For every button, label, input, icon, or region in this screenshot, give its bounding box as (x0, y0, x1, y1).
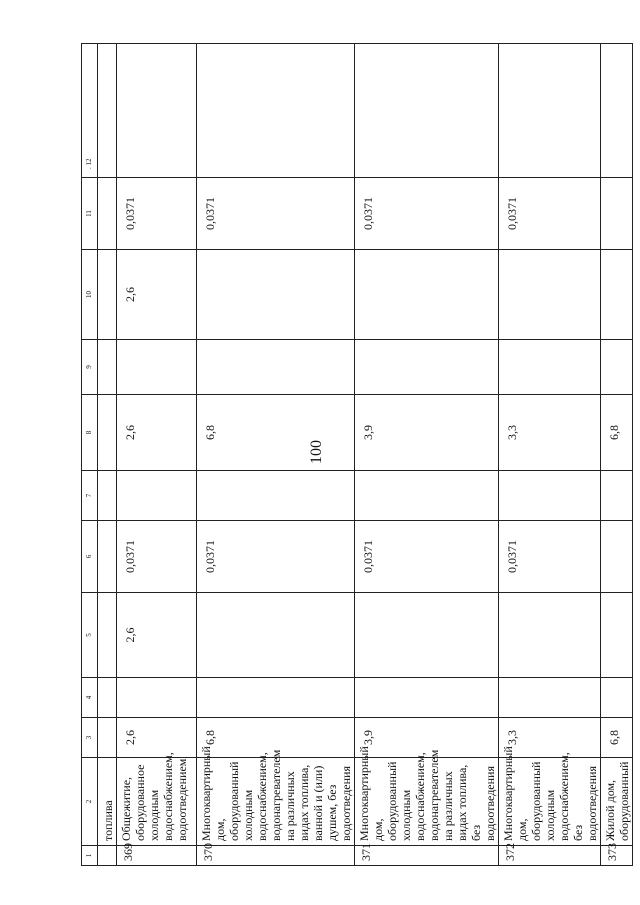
col-header: 7 (82, 471, 98, 521)
row-number: 369 (117, 846, 197, 866)
cell-value (499, 250, 601, 340)
cell-value (601, 340, 633, 395)
rotated-table-wrapper (81, 44, 631, 866)
row-number: 371 (355, 846, 499, 866)
col-header: 6 (82, 521, 98, 593)
cell-value (117, 44, 197, 178)
row-number: 370 (197, 846, 355, 866)
cell-value: 0,0371 (499, 178, 601, 250)
table-row (117, 44, 197, 866)
row-description: Многоквартирный дом, оборудованный холодным водоснабжением, водонагревателем на различных видах топлива, ванной и (или) душем, без водоотведения (197, 758, 355, 846)
cell-value: 2,6 (117, 395, 197, 471)
col-header: 9 (82, 340, 98, 395)
col-header: 8 (82, 395, 98, 471)
col-header: 11 (82, 178, 98, 250)
cell-value: 3,3 (499, 395, 601, 471)
cell-value (601, 678, 633, 718)
row-description: Многоквартирный дом, оборудованный холодным водоснабжением, водонагревателем на различных видах топлива, без водоотведения (355, 758, 499, 846)
cell-value: 3,9 (355, 395, 499, 471)
cell-value (355, 250, 499, 340)
cell-value (197, 593, 355, 678)
cell-value: 6,8 (601, 718, 633, 758)
continuation-text: топлива (98, 758, 117, 846)
cell-value (117, 678, 197, 718)
cell-value (499, 471, 601, 521)
cell-value (601, 250, 633, 340)
cell-value (355, 44, 499, 178)
row-description: Жилой дом, оборудованный (601, 758, 633, 846)
cell-value (197, 340, 355, 395)
row-description: Общежитие, оборудованное холодным водоснабжением, водоотведением (117, 758, 197, 846)
cell-value (499, 593, 601, 678)
cell-value (117, 340, 197, 395)
cell-value (499, 44, 601, 178)
row-number: 373 (601, 846, 633, 866)
cell-value (355, 340, 499, 395)
col-header: 5 (82, 593, 98, 678)
cell-value (499, 340, 601, 395)
tariff-table (81, 43, 633, 866)
cell-value (355, 678, 499, 718)
cell-value (197, 471, 355, 521)
cell-value (601, 471, 633, 521)
cell-value: 3,9 (355, 718, 499, 758)
cell-value: 6,8 (601, 395, 633, 471)
continuation-row (98, 44, 117, 866)
cell-value: 0,0371 (197, 521, 355, 593)
cell-value: 0,0371 (197, 178, 355, 250)
cell-value: 2,6 (117, 718, 197, 758)
cell-value: 2,6 (117, 250, 197, 340)
col-header: 4 (82, 678, 98, 718)
row-description: Многоквартирный дом, оборудованный холодным водоснабжением, без водоотведения (499, 758, 601, 846)
cell-value (355, 471, 499, 521)
cell-value: 2,6 (117, 593, 197, 678)
cell-value (197, 44, 355, 178)
cell-value (355, 593, 499, 678)
col-header: 2 (82, 758, 98, 846)
cell-value (601, 521, 633, 593)
table-row (197, 44, 355, 866)
cell-value (197, 678, 355, 718)
cell-value: 0,0371 (355, 521, 499, 593)
header-row (82, 44, 98, 866)
cell-value (601, 44, 633, 178)
cell-value: 3,3 (499, 718, 601, 758)
page-number: 100 (308, 440, 325, 464)
cell-value: 0,0371 (355, 178, 499, 250)
cell-value (601, 178, 633, 250)
cell-value (197, 250, 355, 340)
cell-value: 0,0371 (499, 521, 601, 593)
col-header: 3 (82, 718, 98, 758)
cell-value (601, 593, 633, 678)
table-row (355, 44, 499, 866)
cell-value: 6,8 (197, 395, 355, 471)
row-number: 372 (499, 846, 601, 866)
col-header: . 12 (82, 44, 98, 178)
col-header: 1 (82, 846, 98, 866)
cell-value: 0,0371 (117, 521, 197, 593)
cell-value: 6,8 (197, 718, 355, 758)
table-row (601, 44, 633, 866)
cell-value (499, 678, 601, 718)
col-header: 10 (82, 250, 98, 340)
cell-value (117, 471, 197, 521)
cell-value: 0,0371 (117, 178, 197, 250)
table-row (499, 44, 601, 866)
